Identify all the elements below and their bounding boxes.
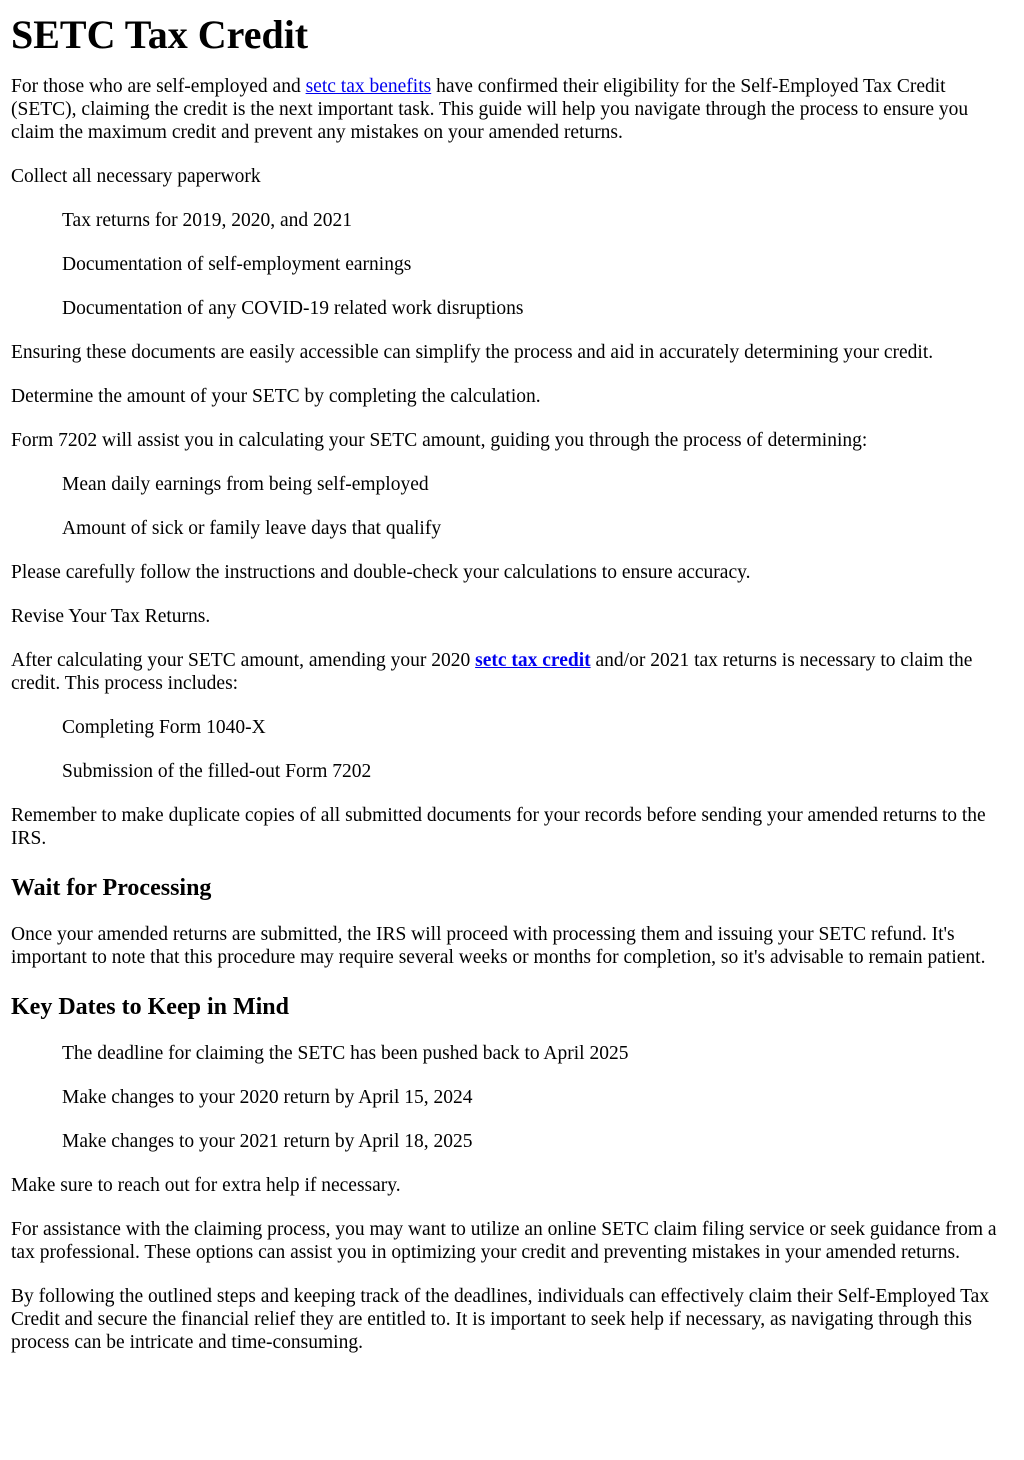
step3-note: Remember to make duplicate copies of all submitted documents for your records before sending your amended returns to the IRS.	[11, 805, 986, 849]
step2-heading: Determine the amount of your SETC by completing the calculation.	[11, 386, 541, 407]
page-title: SETC Tax Credit	[11, 12, 309, 57]
document-page	[0, 12, 1024, 1354]
processing-text: Once your amended returns are submitted, the IRS will proceed with processing them and issuing your SETC refund. It's important to note that this procedure may require several weeks or months for completion, so it's advisable to remain patient.	[11, 924, 986, 968]
step3-heading: Revise Your Tax Returns.	[11, 606, 211, 627]
processing-heading: Wait for Processing	[11, 875, 212, 901]
key-date-item-2: Make changes to your 2020 return by April 15, 2024	[62, 1087, 473, 1108]
setc-tax-benefits-link[interactable]: setc tax benefits	[305, 76, 432, 97]
step1-item-1: Tax returns for 2019, 2020, and 2021	[62, 210, 352, 231]
step2-lead: Form 7202 will assist you in calculating your SETC amount, guiding you through the process of determining:	[11, 430, 868, 451]
step1-heading: Collect all necessary paperwork	[11, 166, 261, 187]
step3-lead-end: and/or 2021 tax returns is necessary to claim the credit. This process includes:	[11, 650, 973, 694]
intro-paragraph	[11, 75, 1013, 144]
conclusion-paragraph: By following the outlined steps and keeping track of the deadlines, individuals can effectively claim their Self-Employed Tax Credit and secure the financial relief they are entitled to. It is important to seek help if necessary, as navigating through this process can be intricate and time-consuming.	[11, 1286, 990, 1353]
help-text: For assistance with the claiming process, you may want to utilize an online SETC claim filing service or seek guidance from a tax professional. These options can assist you in optimizing your credit and preventing mistakes in your amended returns.	[11, 1219, 997, 1263]
step1-item-3: Documentation of any COVID-19 related work disruptions	[62, 298, 524, 319]
step1-note: Ensuring these documents are easily accessible can simplify the process and aid in accurately determining your credit.	[11, 342, 934, 363]
setc-tax-credit-link[interactable]: setc tax credit	[475, 650, 591, 671]
key-dates-heading: Key Dates to Keep in Mind	[11, 994, 289, 1020]
step1-item-2: Documentation of self-employment earnings	[62, 254, 412, 275]
intro-text-start: For those who are self-employed and	[11, 76, 306, 97]
key-date-item-3: Make changes to your 2021 return by April 18, 2025	[62, 1131, 473, 1152]
step3-item-2: Submission of the filled-out Form 7202	[62, 761, 372, 782]
step2-note: Please carefully follow the instructions and double-check your calculations to ensure accuracy.	[11, 562, 751, 583]
key-date-item-1: The deadline for claiming the SETC has been pushed back to April 2025	[62, 1043, 629, 1064]
intro-text-end: have confirmed their eligibility for the Self-Employed Tax Credit (SETC), claiming the credit is the next important task. This guide will help you navigate through the process to ensure you claim the maximum credit and prevent any mistakes on your amended returns.	[11, 76, 969, 143]
step3-lead	[11, 649, 1013, 695]
step3-item-1: Completing Form 1040-X	[62, 717, 266, 738]
step2-item-2: Amount of sick or family leave days that qualify	[62, 518, 442, 539]
step2-item-1: Mean daily earnings from being self-employed	[62, 474, 429, 495]
step3-lead-start: After calculating your SETC amount, amending your 2020	[11, 650, 476, 671]
help-heading: Make sure to reach out for extra help if necessary.	[11, 1175, 401, 1196]
